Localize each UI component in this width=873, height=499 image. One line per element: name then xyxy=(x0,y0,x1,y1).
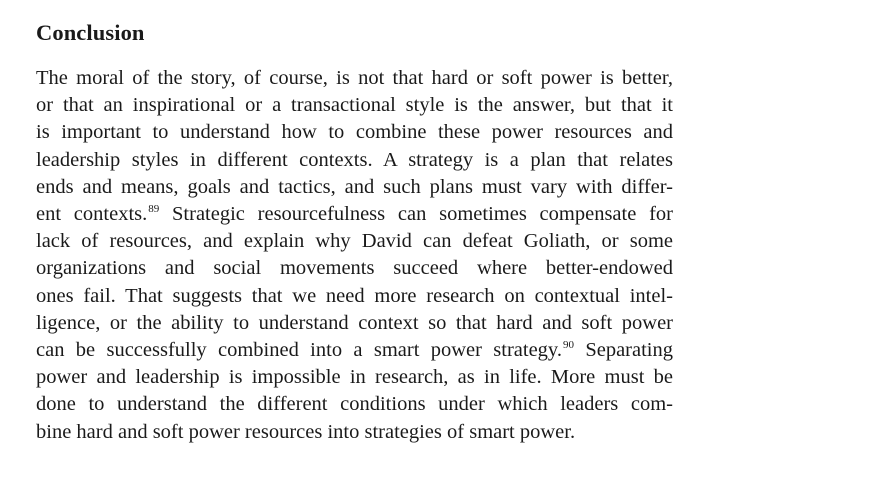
conclusion-paragraph xyxy=(36,65,673,446)
paragraph-line: is important to understand how to combine these power resources and xyxy=(36,121,673,144)
paragraph-line: bine hard and soft power resources into strategies of smart power. xyxy=(36,420,576,443)
line-segment: Strategic resourcefulness can sometimes compensate for xyxy=(172,203,673,226)
paragraph-line xyxy=(36,201,673,228)
paragraph-line: power and leadership is impossible in research, as in life. More must be xyxy=(36,366,673,389)
section-heading: Conclusion xyxy=(36,20,145,45)
footnote-marker-90: 90 xyxy=(562,339,574,352)
paragraph-line: ligence, or the ability to understand context so that hard and soft power xyxy=(36,311,673,334)
paragraph-line: lack of resources, and explain why David can defeat Goliath, or some xyxy=(36,230,673,253)
paragraph-line: done to understand the different conditions under which leaders com- xyxy=(36,393,673,416)
paragraph-line: or that an inspirational or a transactional style is the answer, but that it xyxy=(36,94,673,117)
paragraph-line: The moral of the story, of course, is not that hard or soft power is better, xyxy=(36,67,673,89)
paragraph-line: ends and means, goals and tactics, and such plans must vary with differ- xyxy=(36,175,673,198)
paragraph-line: ones fail. That suggests that we need more research on contextual intel- xyxy=(36,284,673,307)
paragraph-line xyxy=(36,337,673,364)
line-segment: Separating xyxy=(585,339,673,362)
paragraph-line: leadership styles in different contexts. A strategy is a plan that relates xyxy=(36,148,673,171)
line-segment: ent contexts. xyxy=(36,203,148,226)
footnote-marker-89: 89 xyxy=(148,203,160,216)
paragraph-line: organizations and social movements succeed where better-endowed xyxy=(36,257,673,280)
line-segment: can be successfully combined into a smart power strategy. xyxy=(36,339,562,362)
document-page xyxy=(36,18,673,446)
